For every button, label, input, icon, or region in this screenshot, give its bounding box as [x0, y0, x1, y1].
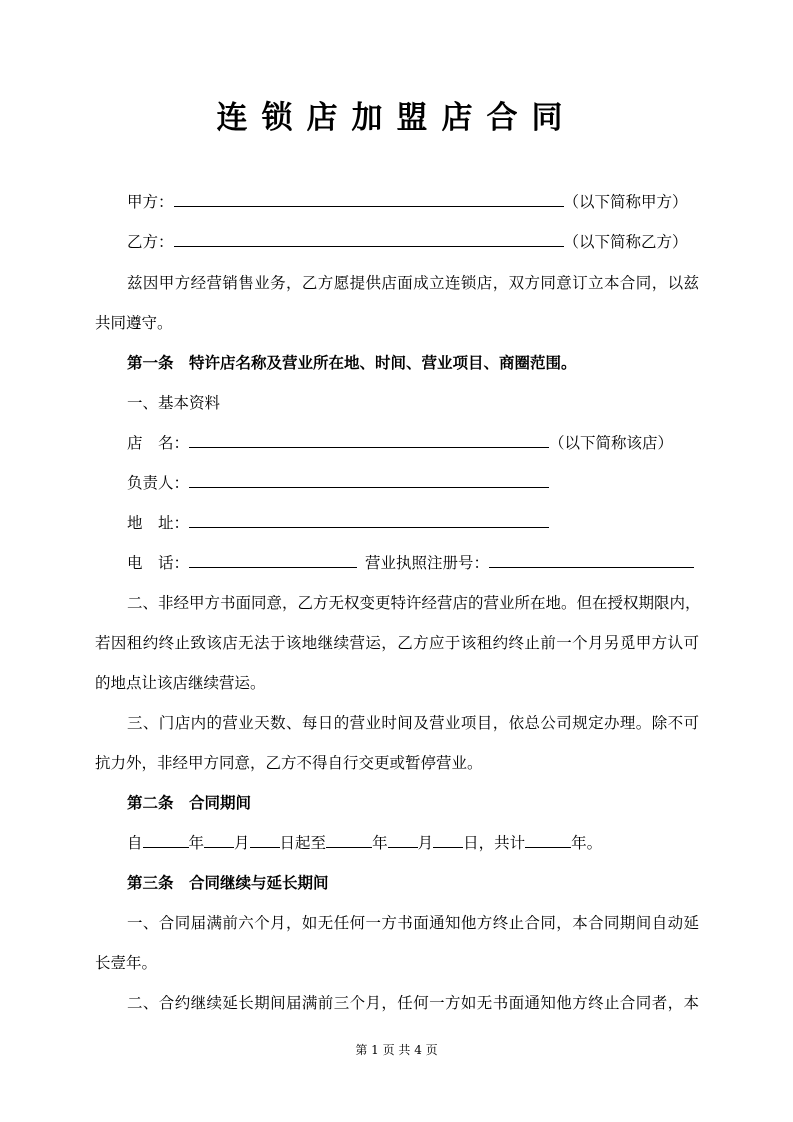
manager-line	[127, 471, 549, 493]
end-day-blank[interactable]	[433, 833, 463, 848]
end-month-text: 月	[417, 834, 434, 852]
intro-line-2: 共同遵守。	[95, 314, 173, 332]
phone-license-line	[127, 551, 694, 573]
article1-para2-line-1: 二、非经甲方书面同意，乙方无权变更特许经营店的营业所在地。但在授权期限内，	[127, 594, 701, 612]
article1-section1-title: 一、基本资料	[127, 394, 221, 412]
manager-label: 负责人：	[127, 474, 190, 492]
end-day-text: 日，共计	[463, 834, 526, 852]
start-day-text: 日起至	[279, 834, 327, 852]
store-name-suffix: （以下简称该店）	[549, 434, 674, 452]
phone-label: 电 话：	[127, 554, 190, 572]
party-a-suffix: （以下简称甲方）	[563, 193, 688, 211]
article1-para3-line-2: 抗力外，非经甲方同意，乙方不得自行交更或暂停营业。	[95, 754, 483, 772]
article3-para1-line-1: 一、合同届满前六个月，如无任何一方书面通知他方终止合同，本合同期间自动延	[127, 914, 699, 932]
start-month-text: 月	[234, 834, 250, 852]
party-b-label: 乙方：	[127, 233, 174, 251]
address-label: 地 址：	[127, 514, 190, 532]
total-years-text: 年。	[571, 834, 603, 852]
store-name-label: 店 名：	[127, 434, 190, 452]
start-year-blank[interactable]	[143, 833, 189, 848]
party-b-suffix: （以下简称乙方）	[563, 233, 688, 251]
phone-blank[interactable]	[189, 553, 357, 568]
manager-blank[interactable]	[189, 473, 549, 488]
start-year-text: 年	[188, 834, 205, 852]
party-a-label: 甲方：	[127, 193, 174, 211]
article1-para2-line-2: 若因租约终止致该店无法于该地继续营运，乙方应于该租约终止前一个月另觅甲方认可	[95, 634, 699, 652]
page-footer: 第 1 页 共 4 页	[355, 1043, 438, 1057]
store-name-line	[127, 431, 673, 453]
party-a-blank[interactable]	[174, 192, 564, 207]
article1-para2-line-3: 的地点让该店继续营运。	[95, 674, 266, 692]
total-years-blank[interactable]	[525, 833, 571, 848]
address-line	[127, 511, 549, 533]
start-day-blank[interactable]	[250, 833, 280, 848]
article1-heading: 第一条 特许店名称及营业所在地、时间、营业项目、商圈范围。	[127, 354, 577, 372]
license-label: 营业执照注册号：	[365, 554, 490, 572]
article2-heading: 第二条 合同期间	[127, 794, 252, 812]
article3-para2-line-1: 二、合约继续延长期间届满前三个月，任何一方如无书面通知他方终止合同者，本	[127, 994, 699, 1012]
contract-period-line	[127, 831, 602, 853]
intro-line-1: 兹因甲方经营销售业务，乙方愿提供店面成立连锁店，双方同意订立本合同，以兹	[127, 274, 699, 292]
start-month-blank[interactable]	[204, 833, 234, 848]
end-month-blank[interactable]	[388, 833, 418, 848]
period-from-text: 自	[127, 834, 143, 852]
party-a-line	[127, 190, 688, 212]
document-title: 连锁店加盟店合同	[216, 100, 577, 136]
license-blank[interactable]	[489, 553, 694, 568]
article3-heading: 第三条 合同继续与延长期间	[127, 874, 329, 892]
store-name-blank[interactable]	[189, 433, 549, 448]
address-blank[interactable]	[189, 513, 549, 528]
article3-para1-line-2: 长壹年。	[95, 954, 158, 972]
end-year-text: 年	[372, 834, 388, 852]
party-b-line	[127, 230, 688, 252]
article1-para3-line-1: 三、门店内的营业天数、每日的营业时间及营业项目，依总公司规定办理。除不可	[127, 714, 699, 732]
party-b-blank[interactable]	[174, 232, 564, 247]
end-year-blank[interactable]	[326, 833, 372, 848]
